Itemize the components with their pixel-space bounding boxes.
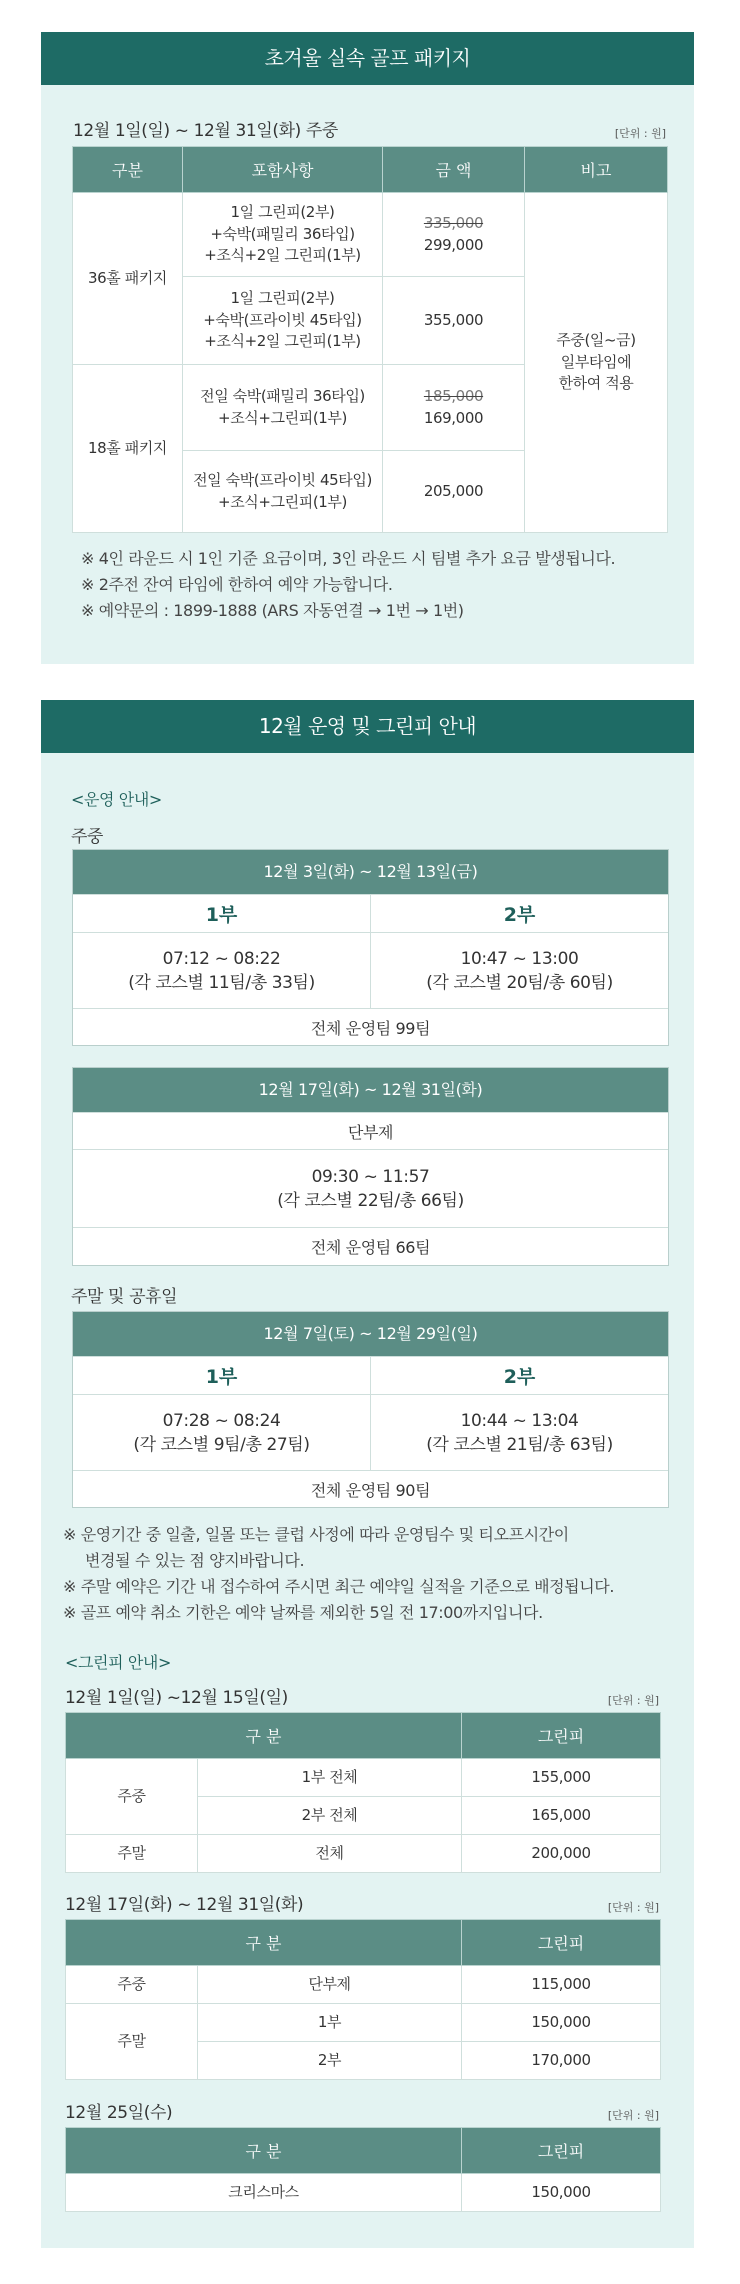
package-price: 205,000 — [383, 451, 525, 533]
part-2-label: 2부 — [370, 1357, 668, 1394]
old-price: 335,000 — [423, 213, 484, 232]
fee-value: 115,000 — [462, 1966, 661, 2004]
include-line: +숙박(프라이빗 45타입) — [203, 310, 362, 329]
part-2-time — [370, 933, 668, 1008]
col-header-fee: 그린피 — [462, 2128, 661, 2174]
table-row — [66, 1759, 661, 1797]
col-header-category: 구 분 — [66, 2128, 462, 2174]
part-row — [73, 1356, 668, 1394]
table-row — [66, 2174, 661, 2212]
part-1-time — [73, 1395, 370, 1470]
fee-item: 2부 — [198, 2042, 462, 2080]
single-part-label: 단부제 — [347, 1122, 394, 1142]
weekend-label: 주말 및 공휴일 — [71, 1287, 178, 1307]
greenfee-table-2-wrap — [65, 1919, 660, 2080]
time-row — [73, 1149, 668, 1227]
note-line: 변경될 수 있는 점 양지바랍니다. — [85, 1551, 305, 1570]
weekend-schedule-box — [72, 1311, 669, 1508]
operation-panel — [41, 700, 694, 2248]
fee-group: 주말 — [66, 1835, 198, 1873]
package-group-18: 18홀 패키지 — [73, 365, 183, 533]
note-line: ※ 2주전 잔여 타임에 한하여 예약 가능합니다. — [81, 575, 393, 594]
time-range: 07:12 ~ 08:22 — [162, 948, 281, 969]
package-unit: [단위 : 원] — [614, 127, 666, 140]
include-line: +숙박(패밀리 36타입) — [210, 224, 355, 243]
schedule-period: 12월 17일(화) ~ 12월 31일(화) — [73, 1068, 668, 1112]
part-2-time — [370, 1395, 668, 1470]
package-includes — [183, 365, 383, 451]
package-period: 12월 1일(일) ~ 12월 31일(화) 주중 — [73, 121, 338, 141]
remark-line: 주중(일~금) — [556, 330, 636, 349]
fee-item: 단부제 — [198, 1966, 462, 2004]
operation-section-label: <운영 안내> — [71, 790, 162, 809]
include-line: 1일 그린피(2부) — [230, 288, 335, 307]
weekday-schedule-box-2 — [72, 1067, 669, 1266]
fee-item: 1부 — [198, 2004, 462, 2042]
package-price — [383, 365, 525, 451]
part-row — [73, 1112, 668, 1149]
time-detail: (각 코스별 9팀/총 27팀) — [133, 1434, 310, 1455]
package-includes — [183, 277, 383, 365]
include-line: +조식+2일 그린피(1부) — [204, 332, 361, 351]
remark-line: 일부타임에 — [560, 352, 632, 371]
table-row — [66, 1966, 661, 2004]
time-detail: (각 코스별 22팀/총 66팀) — [277, 1190, 464, 1211]
fee-value: 200,000 — [462, 1835, 661, 1873]
fee-group: 주중 — [66, 1966, 198, 2004]
greenfee-table-2 — [65, 1919, 661, 2080]
greenfee-table-3-wrap — [65, 2127, 660, 2212]
col-header-category: 구분 — [73, 147, 183, 193]
col-header-fee: 그린피 — [462, 1713, 661, 1759]
table-row — [66, 1835, 661, 1873]
include-line: +조식+2일 그린피(1부) — [204, 246, 361, 265]
time-detail: (각 코스별 21팀/총 63팀) — [426, 1434, 613, 1455]
greenfee-unit-3: [단위 : 원] — [607, 2109, 659, 2122]
operation-notes — [63, 1522, 614, 1626]
total-teams: 전체 운영팀 99팀 — [310, 1018, 431, 1038]
schedule-period: 12월 3일(화) ~ 12월 13일(금) — [73, 850, 668, 894]
package-title: 초겨울 실속 골프 패키지 — [41, 32, 694, 85]
time-range: 10:47 ~ 13:00 — [460, 948, 579, 969]
greenfee-section-label: <그린피 안내> — [65, 1653, 171, 1672]
package-table — [72, 146, 668, 533]
part-row — [73, 894, 668, 932]
note-line: ※ 주말 예약은 기간 내 접수하여 주시면 최근 예약일 실적을 기준으로 배정됩니다. — [63, 1577, 615, 1596]
time-range: 09:30 ~ 11:57 — [311, 1166, 430, 1187]
col-header-includes: 포함사항 — [183, 147, 383, 193]
package-notes — [81, 546, 615, 624]
time-range: 07:28 ~ 08:24 — [162, 1410, 281, 1431]
part-1-label: 1부 — [205, 1366, 238, 1388]
include-line: +조식+그린피(1부) — [218, 492, 347, 511]
package-price: 355,000 — [383, 277, 525, 365]
package-price — [383, 193, 525, 277]
greenfee-period-2: 12월 17일(화) ~ 12월 31일(화) — [65, 1895, 304, 1915]
total-teams: 전체 운영팀 90팀 — [310, 1480, 431, 1500]
package-includes — [183, 193, 383, 277]
old-price: 185,000 — [423, 386, 484, 405]
include-line: 전일 숙박(프라이빗 45타입) — [193, 470, 372, 489]
total-teams: 전체 운영팀 66팀 — [310, 1238, 431, 1257]
package-panel — [41, 32, 694, 664]
fee-group: 주말 — [66, 2004, 198, 2080]
part-2-label: 2부 — [370, 895, 668, 932]
table-row — [66, 2004, 661, 2042]
greenfee-unit-1: [단위 : 원] — [607, 1694, 659, 1707]
package-group-36: 36홀 패키지 — [73, 193, 183, 365]
col-header-price: 금 액 — [383, 147, 525, 193]
fee-group: 주중 — [66, 1759, 198, 1835]
operation-title: 12월 운영 및 그린피 안내 — [41, 700, 694, 753]
weekday-label: 주중 — [71, 827, 104, 847]
greenfee-period-3: 12월 25일(수) — [65, 2103, 173, 2123]
package-table-wrap — [72, 146, 667, 533]
include-line: 1일 그린피(2부) — [230, 202, 335, 221]
part-1-time — [73, 933, 370, 1008]
package-includes — [183, 451, 383, 533]
time-detail: (각 코스별 20팀/총 60팀) — [426, 972, 613, 993]
note-line: ※ 운영기간 중 일출, 일몰 또는 클럽 사정에 따라 운영팀수 및 티오프시간이 — [63, 1525, 569, 1544]
col-header-fee: 그린피 — [462, 1920, 661, 1966]
fee-value: 150,000 — [462, 2174, 661, 2212]
single-part-time — [73, 1150, 668, 1227]
include-line: +조식+그린피(1부) — [218, 408, 347, 427]
sale-price: 299,000 — [423, 235, 484, 254]
fee-value: 170,000 — [462, 2042, 661, 2080]
note-line: ※ 4인 라운드 시 1인 기준 요금이며, 3인 라운드 시 팀별 추가 요금 발생됩니다. — [81, 549, 616, 568]
fee-value: 150,000 — [462, 2004, 661, 2042]
fee-item: 크리스마스 — [66, 2174, 462, 2212]
table-row — [73, 193, 668, 277]
col-header-category: 구 분 — [66, 1713, 462, 1759]
fee-value: 155,000 — [462, 1759, 661, 1797]
time-range: 10:44 ~ 13:04 — [460, 1410, 579, 1431]
remark-line: 한하여 적용 — [558, 374, 634, 393]
note-line: ※ 골프 예약 취소 기한은 예약 날짜를 제외한 5일 전 17:00까지입니다. — [63, 1603, 543, 1622]
total-row — [73, 1470, 668, 1507]
note-line: ※ 예약문의 : 1899-1888 (ARS 자동연결 → 1번 → 1번) — [81, 601, 464, 620]
time-row — [73, 932, 668, 1008]
fee-value: 165,000 — [462, 1797, 661, 1835]
total-row — [73, 1227, 668, 1265]
time-row — [73, 1394, 668, 1470]
schedule-period: 12월 7일(토) ~ 12월 29일(일) — [73, 1312, 668, 1356]
greenfee-period-1: 12월 1일(일) ~12월 15일(일) — [65, 1688, 288, 1708]
sale-price: 169,000 — [423, 408, 484, 427]
col-header-category: 구 분 — [66, 1920, 462, 1966]
col-header-remark: 비고 — [525, 147, 668, 193]
greenfee-table-1-wrap — [65, 1712, 660, 1873]
include-line: 전일 숙박(패밀리 36타입) — [200, 386, 365, 405]
greenfee-table-3 — [65, 2127, 661, 2212]
fee-item: 2부 전체 — [198, 1797, 462, 1835]
fee-item: 전체 — [198, 1835, 462, 1873]
weekday-schedule-box-1 — [72, 849, 669, 1046]
greenfee-table-1 — [65, 1712, 661, 1873]
part-1-label: 1부 — [205, 904, 238, 926]
greenfee-unit-2: [단위 : 원] — [607, 1901, 659, 1914]
total-row — [73, 1008, 668, 1045]
time-detail: (각 코스별 11팀/총 33팀) — [128, 972, 315, 993]
fee-item: 1부 전체 — [198, 1759, 462, 1797]
package-remark — [525, 193, 668, 533]
